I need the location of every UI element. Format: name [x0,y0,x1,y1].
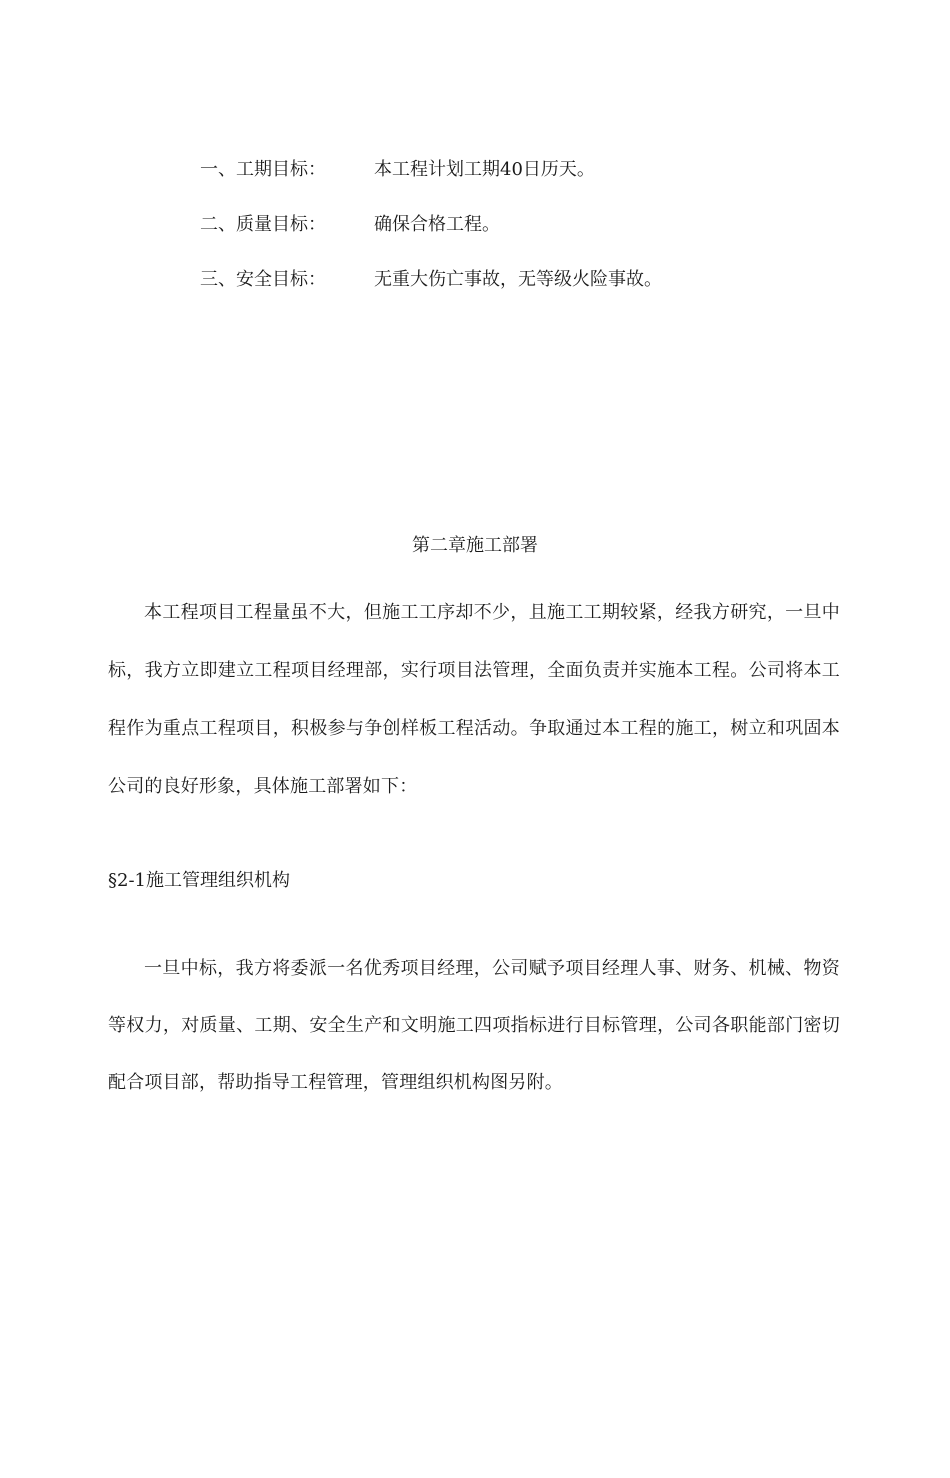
goal-row-quality [200,213,500,237]
goal-label: 二、质量目标： [200,214,326,235]
chapter-title: 第二章施工部署 [412,535,538,556]
goal-row-safety [200,268,662,292]
paragraph-text: 一旦中标，我方将委派一名优秀项目经理，公司赋予项目经理人事、财务、机械、物资等权力，对质量、工期、安全生产和文明施工四项指标进行目标管理，公司各职能部门密切配合项目部，帮助指导工程管理，管理组织机构图另附。 [108,958,840,1093]
chapter-paragraph [108,584,840,816]
goal-value: 本工程计划工期40日历天。 [374,159,595,180]
goal-label: 一、工期目标： [200,159,326,180]
goal-row-schedule [200,158,595,182]
goal-value: 确保合格工程。 [374,214,500,235]
section-paragraph [108,940,840,1111]
section-heading: §2-1施工管理组织机构 [108,870,290,891]
paragraph-text: 本工程项目工程量虽不大，但施工工序却不少，且施工工期较紧，经我方研究，一旦中标，我方立即建立工程项目经理部，实行项目法管理，全面负责并实施本工程。公司将本工程作为重点工程项目，积极参与争创样板工程活动。争取通过本工程的施工，树立和巩固本公司的良好形象，具体施工部署如下： [108,602,840,797]
goal-value: 无重大伤亡事故，无等级火险事故。 [374,269,662,290]
goal-label: 三、安全目标： [200,269,326,290]
